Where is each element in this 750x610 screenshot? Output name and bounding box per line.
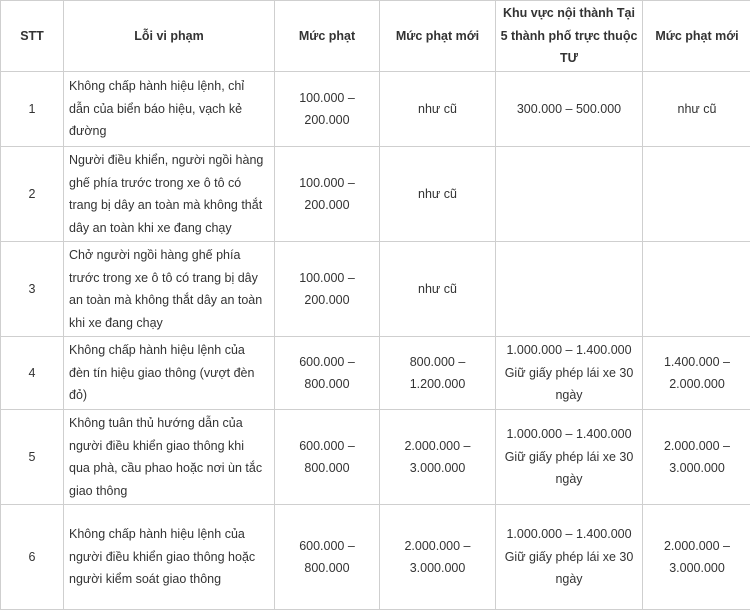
- cell-fine: 100.000 – 200.000: [275, 147, 380, 242]
- cell-urban-zone: [496, 242, 643, 337]
- table-row: [1, 72, 750, 147]
- cell-violation: Không chấp hành hiệu lệnh, chỉ dẫn của biển báo hiệu, vạch kẻ đường: [64, 72, 275, 147]
- cell-urban-zone: 1.000.000 – 1.400.000 Giữ giấy phép lái xe 30 ngày: [496, 337, 643, 410]
- cell-urban-new-fine: 1.400.000 – 2.000.000: [643, 337, 750, 410]
- table-row: [1, 337, 750, 410]
- cell-new-fine: 800.000 – 1.200.000: [380, 337, 496, 410]
- cell-stt: 1: [1, 72, 64, 147]
- header-row: [1, 1, 750, 72]
- cell-violation: Người điều khiển, người ngồi hàng ghế phía trước trong xe ô tô có trang bị dây an toàn mà không thắt dây an toàn khi xe đang chạy: [64, 147, 275, 242]
- cell-fine: 600.000 – 800.000: [275, 505, 380, 610]
- cell-stt: 5: [1, 410, 64, 505]
- header-fine: Mức phạt: [275, 1, 380, 72]
- cell-violation: Không chấp hành hiệu lệnh của đèn tín hiệu giao thông (vượt đèn đỏ): [64, 337, 275, 410]
- header-stt: STT: [1, 1, 64, 72]
- cell-urban-zone: [496, 147, 643, 242]
- cell-new-fine: như cũ: [380, 242, 496, 337]
- cell-urban-zone: 1.000.000 – 1.400.000 Giữ giấy phép lái xe 30 ngày: [496, 505, 643, 610]
- cell-new-fine: 2.000.000 – 3.000.000: [380, 505, 496, 610]
- cell-fine: 600.000 – 800.000: [275, 410, 380, 505]
- table-row: [1, 505, 750, 610]
- header-urban-new-fine: Mức phạt mới: [643, 1, 750, 72]
- cell-new-fine: 2.000.000 – 3.000.000: [380, 410, 496, 505]
- cell-new-fine: như cũ: [380, 72, 496, 147]
- table-row: [1, 410, 750, 505]
- header-new-fine: Mức phạt mới: [380, 1, 496, 72]
- cell-violation: Chở người ngồi hàng ghế phía trước trong xe ô tô có trang bị dây an toàn mà không thắt dây an toàn khi xe đang chạy: [64, 242, 275, 337]
- cell-urban-new-fine: 2.000.000 – 3.000.000: [643, 505, 750, 610]
- cell-stt: 4: [1, 337, 64, 410]
- cell-urban-new-fine: [643, 147, 750, 242]
- cell-urban-zone: 300.000 – 500.000: [496, 72, 643, 147]
- cell-fine: 100.000 – 200.000: [275, 242, 380, 337]
- cell-urban-new-fine: như cũ: [643, 72, 750, 147]
- cell-new-fine: như cũ: [380, 147, 496, 242]
- cell-fine: 600.000 – 800.000: [275, 337, 380, 410]
- cell-fine: 100.000 – 200.000: [275, 72, 380, 147]
- cell-stt: 2: [1, 147, 64, 242]
- cell-urban-new-fine: [643, 242, 750, 337]
- cell-violation: Không tuân thủ hướng dẫn của người điều khiển giao thông khi qua phà, cầu phao hoặc nơi ùn tắc giao thông: [64, 410, 275, 505]
- cell-urban-zone: 1.000.000 – 1.400.000 Giữ giấy phép lái xe 30 ngày: [496, 410, 643, 505]
- header-violation: Lỗi vi phạm: [64, 1, 275, 72]
- cell-violation: Không chấp hành hiệu lệnh của người điều khiển giao thông hoặc người kiểm soát giao thông: [64, 505, 275, 610]
- cell-urban-new-fine: 2.000.000 – 3.000.000: [643, 410, 750, 505]
- header-urban-zone: Khu vực nội thành Tại 5 thành phố trực thuộc TƯ: [496, 1, 643, 72]
- cell-stt: 6: [1, 505, 64, 610]
- table-row: [1, 242, 750, 337]
- cell-stt: 3: [1, 242, 64, 337]
- table-row: [1, 147, 750, 242]
